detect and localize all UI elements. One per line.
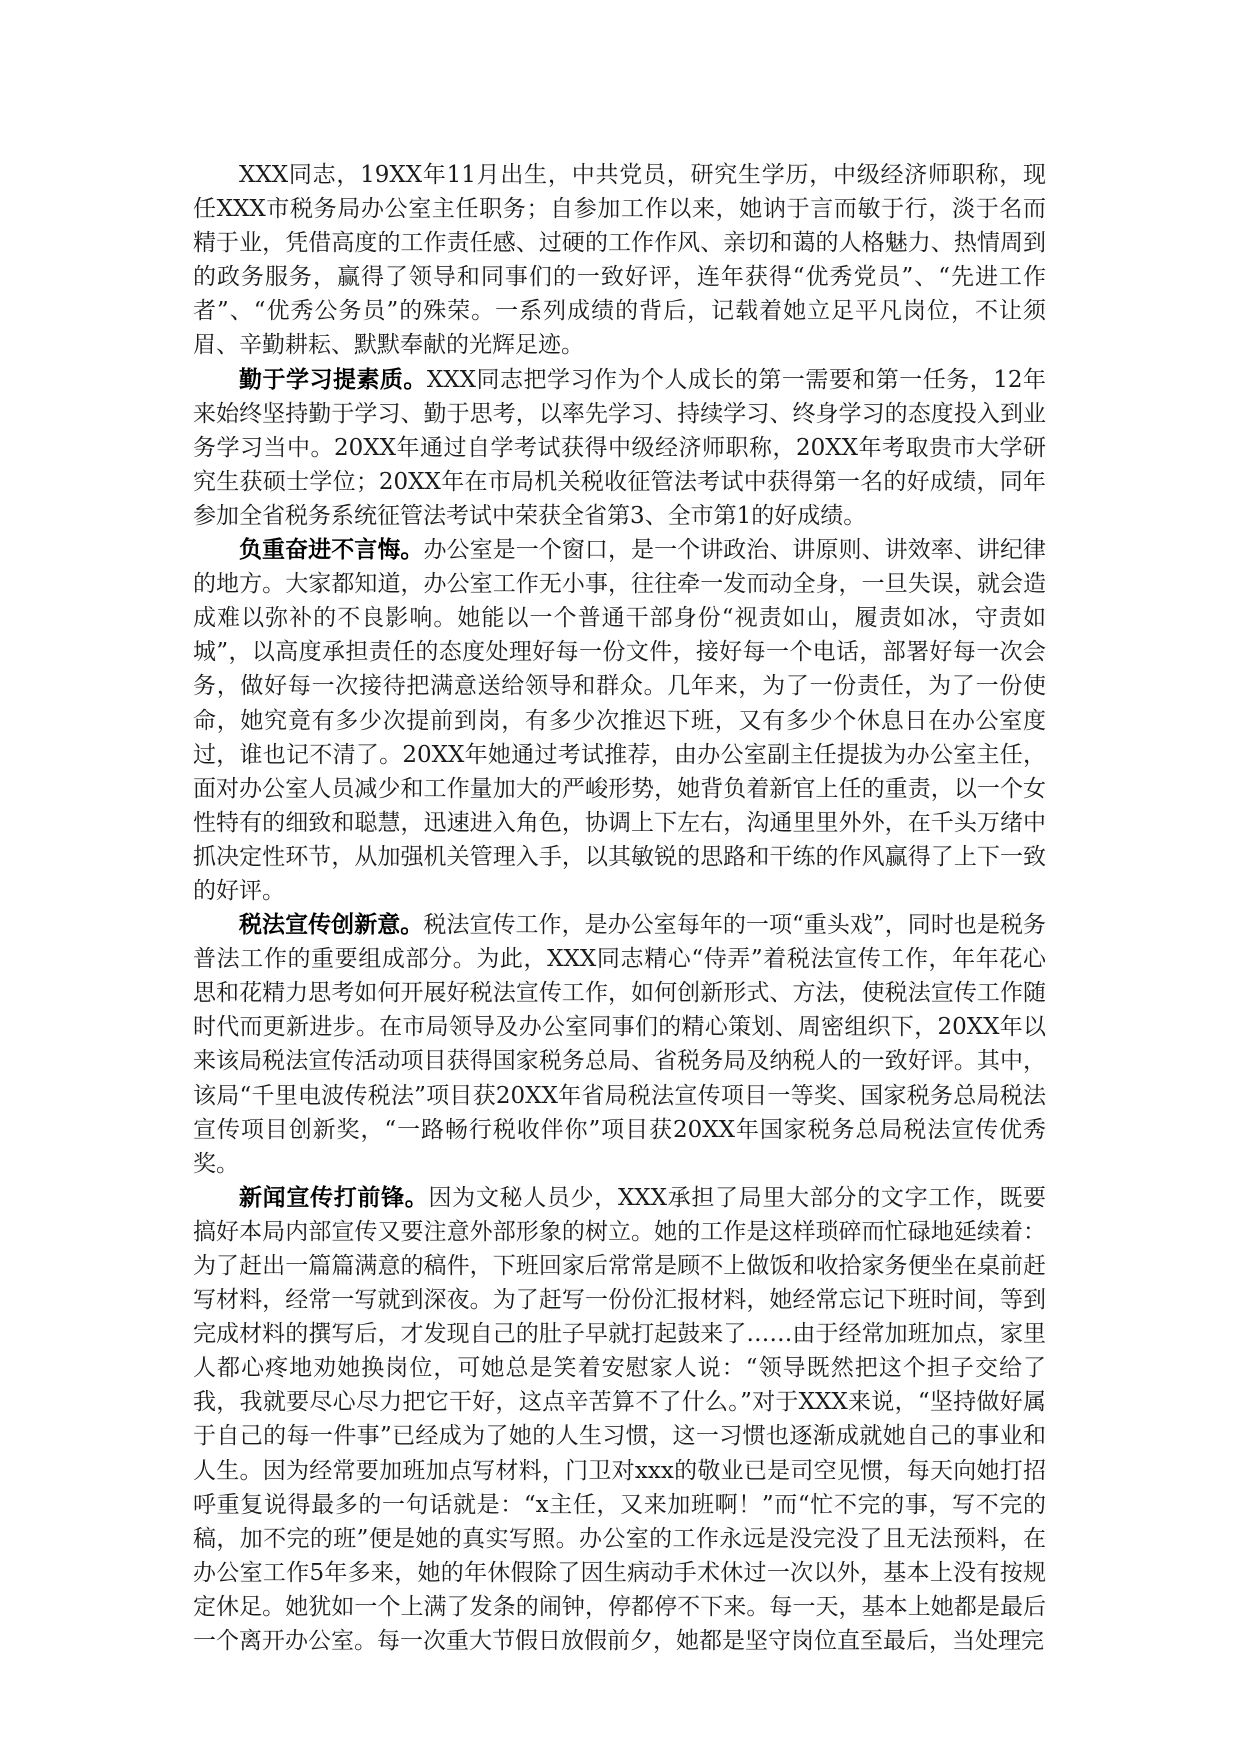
paragraph-text: 因为文秘人员少，XXX承担了局里大部分的文字工作，既要搞好本局内部宣传又要注意外部形象的树立。她的工作是这样琐碎而忙碌地延续着：为了赶出一篇篇满意的稿件，下班回家后常常是顾不上做饭和收拾家务便坐在桌前赶写材料，经常一写就到深夜。为了赶写一份份汇报材料，她经常忘记下班时间，等到完成材料的撰写后，才发现自己的肚子早就打起鼓来了……由于经常加班加点，家里人都心疼地劝她换岗位，可她总是笑着安慰家人说：“领导既然把这个担子交给了我，我就要尽心尽力把它干好，这点辛苦算不了什么。”对于XXX来说，“坚持做好属于自己的每一件事”已经成为了她的人生习惯，这一习惯也逐渐成就她自己的事业和人生。因为经常要加班加点写材料，门卫对xxx的敬业已是司空见惯，每天向她打招呼重复说得最多的一句话就是：“x主任，又来加班啊！”而“忙不完的事，写不完的稿，加不完的班”便是她的真实写照。办公室的工作永远是没完没了且无法预料，在办公室工作5年多来，她的年休假除了因生病动手术休过一次以外，基本上没有按规定休足。她犹如一个上满了发条的闹钟，停都停不下来。每一天，基本上她都是最后一个离开办公室。每一次重大节假日放假前夕，她都是坚守岗位直至最后，当处理完 xyxy=(193,1184,1046,1655)
paragraph-text: XXX同志把学习作为个人成长的第一需要和第一任务，12年来始终坚持勤于学习、勤于思考，以率先学习、持续学习、终身学习的态度投入到业务学习当中。20XX年通过自学考试获得中级经济师职称，20XX年考取贵市大学研究生获硕士学位；20XX年在市局机关税收征管法考试中获得第一名的好成绩，同年参加全省税务系统征管法考试中荣获全省第3、全市第1的好成绩。 xyxy=(193,366,1047,529)
responsibility-paragraph xyxy=(193,533,1046,908)
paragraph-heading: 新闻宣传打前锋。 xyxy=(239,1183,429,1211)
document-body xyxy=(193,158,1046,1658)
study-paragraph xyxy=(193,363,1046,533)
tax-publicity-paragraph xyxy=(193,908,1046,1181)
paragraph-heading: 负重奋进不言悔。 xyxy=(239,536,424,564)
paragraph-heading: 税法宣传创新意。 xyxy=(239,911,424,939)
paragraph-text: 税法宣传工作，是办公室每年的一项“重头戏”，同时也是税务普法工作的重要组成部分。为此，XXX同志精心“侍弄”着税法宣传工作，年年花心思和花精力思考如何开展好税法宣传工作，如何创新形式、方法，使税法宣传工作随时代而更新进步。在市局领导及办公室同事们的精心策划、周密组织下，20XX年以来该局税法宣传活动项目获得国家税务总局、省税务局及纳税人的一致好评。其中，该局“千里电波传税法”项目获20XX年省局税法宣传项目一等奖、国家税务总局税法宣传项目创新奖，“一路畅行税收伴你”项目获20XX年国家税务总局税法宣传优秀奖。 xyxy=(193,912,1046,1177)
paragraph-heading: 勤于学习提素质。 xyxy=(239,365,427,393)
intro-paragraph xyxy=(193,158,1046,363)
paragraph-text: XXX同志，19XX年11月出生，中共党员，研究生学历，中级经济师职称，现任XXX市税务局办公室主任职务；自参加工作以来，她讷于言而敏于行，淡于名而精于业，凭借高度的工作责任感、过硬的工作作风、亲切和蔼的人格魅力、热情周到的政务服务，赢得了领导和同事们的一致好评，连年获得“优秀党员”、“先进工作者”、“优秀公务员”的殊荣。一系列成绩的背后，记载着她立足平凡岗位，不让须眉、辛勤耕耘、默默奉献的光辉足迹。 xyxy=(193,162,1046,359)
paragraph-text: 办公室是一个窗口，是一个讲政治、讲原则、讲效率、讲纪律的地方。大家都知道，办公室工作无小事，往往牵一发而动全身，一旦失误，就会造成难以弥补的不良影响。她能以一个普通干部身份“视责如山，履责如冰，守责如城”，以高度承担责任的态度处理好每一份文件，接好每一个电话，部署好每一次会务，做好每一次接待把满意送给领导和群众。几年来，为了一份责任，为了一份使命，她究竟有多少次提前到岗，有多少次推迟下班，又有多少个休息日在办公室度过，谁也记不清了。20XX年她通过考试推荐，由办公室副主任提拔为办公室主任，面对办公室人员减少和工作量加大的严峻形势，她背负着新官上任的重责，以一个女性特有的细致和聪慧，迅速进入角色，协调上下左右，沟通里里外外，在千头万绪中抓决定性环节，从加强机关管理入手，以其敏锐的思路和干练的作风赢得了上下一致的好评。 xyxy=(193,537,1047,904)
news-publicity-paragraph xyxy=(193,1181,1046,1658)
